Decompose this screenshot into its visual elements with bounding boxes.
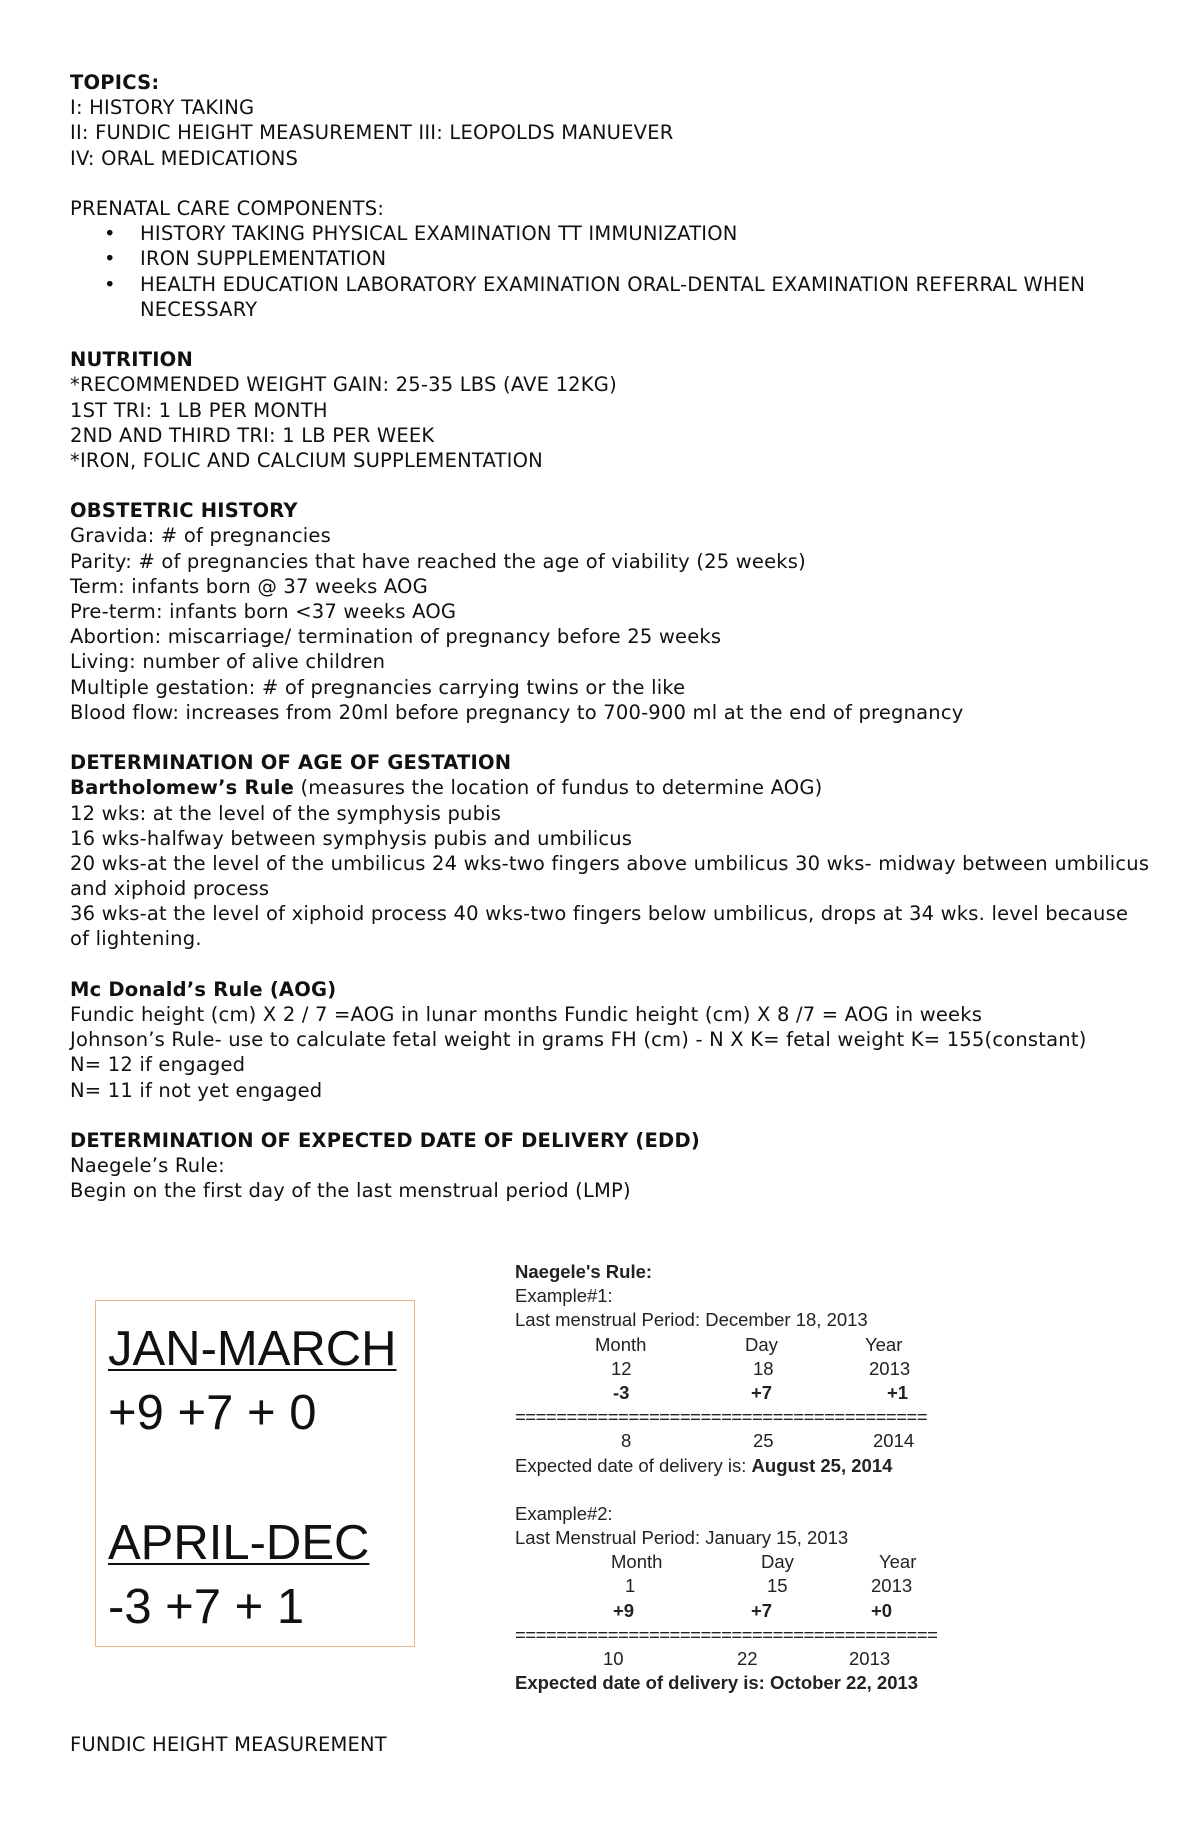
prenatal-heading: PRENATAL CARE COMPONENTS: bbox=[70, 196, 385, 220]
nutrition-line: 1ST TRI: 1 LB PER MONTH bbox=[70, 398, 328, 422]
example-1-values bbox=[515, 1357, 1015, 1381]
year-header: Year bbox=[879, 1551, 917, 1573]
example-2-edd bbox=[515, 1671, 1015, 1695]
month-header: Month bbox=[611, 1551, 663, 1573]
day-adjust: +7 bbox=[751, 1599, 773, 1621]
day-value: 18 bbox=[753, 1357, 774, 1379]
aog-line: 20 wks-at the level of the umbilicus 24 wks-two fingers above umbilicus 30 wks- midway between umbilicus and xiphoid process bbox=[70, 851, 1150, 901]
example-2-header bbox=[515, 1550, 1015, 1574]
year-result: 2013 bbox=[849, 1648, 891, 1669]
month-adjust: -3 bbox=[613, 1381, 630, 1403]
mcdonald-line: Fundic height (cm) X 2 / 7 =AOG in lunar months Fundic height (cm) X 8 /7 = AOG in weeks bbox=[70, 1003, 983, 1027]
example-2-values bbox=[515, 1574, 1015, 1598]
bartholomew-rule bbox=[70, 775, 1150, 800]
year-adjust: +0 bbox=[871, 1599, 893, 1621]
day-result: 22 bbox=[737, 1648, 758, 1669]
naegele-formula-box bbox=[95, 1300, 415, 1647]
year-value: 2013 bbox=[871, 1575, 913, 1597]
example-2-label: Example#2: bbox=[515, 1502, 613, 1524]
jan-march-formula: +9 +7 + 0 bbox=[108, 1386, 317, 1440]
examples-heading: Naegele's Rule: bbox=[515, 1261, 653, 1282]
mcdonald-heading: Mc Donald’s Rule (AOG) bbox=[70, 977, 337, 1001]
aog-line: 16 wks-halfway between symphysis pubis and umbilicus bbox=[70, 826, 633, 850]
example-1-edd bbox=[515, 1454, 1015, 1478]
year-value: 2013 bbox=[869, 1357, 911, 1379]
example-1-result bbox=[515, 1429, 1015, 1453]
topics-heading: TOPICS: bbox=[70, 71, 160, 94]
year-header: Year bbox=[865, 1333, 903, 1355]
april-dec-title: APRIL-DEC bbox=[108, 1516, 370, 1570]
example-1-lmp: Last menstrual Period: December 18, 2013 bbox=[515, 1309, 868, 1331]
bartholomew-rule-desc: (measures the location of fundus to determine AOG) bbox=[294, 776, 823, 800]
edd-heading: DETERMINATION OF EXPECTED DATE OF DELIVERY (EDD) bbox=[70, 1129, 700, 1153]
year-adjust: +1 bbox=[887, 1381, 909, 1403]
nutrition-line: *IRON, FOLIC AND CALCIUM SUPPLEMENTATION bbox=[70, 448, 543, 472]
month-header: Month bbox=[595, 1333, 647, 1355]
month-value: 12 bbox=[611, 1357, 632, 1379]
year-result: 2014 bbox=[873, 1430, 915, 1452]
document-body bbox=[70, 70, 1150, 1204]
example-2-adjust bbox=[515, 1599, 1015, 1623]
prenatal-bullet: • HISTORY TAKING PHYSICAL EXAMINATION TT IMMUNIZATION bbox=[140, 221, 1150, 246]
edd-label: Expected date of delivery is: bbox=[515, 1672, 770, 1694]
nutrition-line: *RECOMMENDED WEIGHT GAIN: 25-35 LBS (AVE 12KG) bbox=[70, 373, 617, 397]
example-1-label: Example#1: bbox=[515, 1285, 613, 1307]
aog-line: 36 wks-at the level of xiphoid process 40 wks-two fingers below umbilicus, drops at 34 wks. level because of lightening. bbox=[70, 902, 1129, 951]
example-1-adjust bbox=[515, 1381, 1015, 1405]
example-1-separator: ======================================== bbox=[515, 1406, 928, 1428]
example-2-separator: ========================================= bbox=[515, 1623, 938, 1645]
obstetric-line: Abortion: miscarriage/ termination of pregnancy before 25 weeks bbox=[70, 625, 722, 649]
naegele-examples bbox=[515, 1260, 1015, 1695]
prenatal-bullet: • HEALTH EDUCATION LABORATORY EXAMINATION ORAL-DENTAL EXAMINATION REFERRAL WHEN NECESSARY bbox=[140, 272, 1150, 322]
jan-march-title: JAN-MARCH bbox=[108, 1322, 397, 1376]
example-2-lmp: Last Menstrual Period: January 15, 2013 bbox=[515, 1527, 849, 1549]
edd-line: Begin on the first day of the last menstrual period (LMP) bbox=[70, 1179, 631, 1203]
april-dec-formula: -3 +7 + 1 bbox=[108, 1580, 305, 1634]
obstetric-line: Blood flow: increases from 20ml before pregnancy to 700-900 ml at the end of pregnancy bbox=[70, 700, 964, 724]
topics-line: IV: ORAL MEDICATIONS bbox=[70, 146, 299, 170]
obstetric-line: Multiple gestation: # of pregnancies carrying twins or the like bbox=[70, 675, 686, 699]
example-1-header bbox=[515, 1333, 1015, 1357]
mcdonald-line: Johnson’s Rule- use to calculate fetal weight in grams FH (cm) - N X K= fetal weight K= 155(constant) bbox=[70, 1028, 1087, 1052]
nutrition-line: 2ND AND THIRD TRI: 1 LB PER WEEK bbox=[70, 423, 435, 447]
edd-label: Expected date of delivery is: bbox=[515, 1454, 752, 1476]
edd-value: October 22, 2013 bbox=[769, 1672, 919, 1694]
example-2-result bbox=[515, 1647, 1015, 1671]
topics-line: II: FUNDIC HEIGHT MEASUREMENT III: LEOPOLDS MANUEVER bbox=[70, 121, 674, 145]
obstetric-line: Gravida: # of pregnancies bbox=[70, 524, 331, 548]
month-result: 8 bbox=[621, 1430, 632, 1452]
fundic-height-heading: FUNDIC HEIGHT MEASUREMENT bbox=[70, 1733, 387, 1756]
month-value: 1 bbox=[625, 1575, 636, 1597]
edd-value: August 25, 2014 bbox=[751, 1454, 893, 1476]
obstetric-heading: OBSTETRIC HISTORY bbox=[70, 499, 298, 523]
day-value: 15 bbox=[767, 1575, 788, 1597]
nutrition-heading: NUTRITION bbox=[70, 348, 193, 372]
month-adjust: +9 bbox=[613, 1599, 635, 1621]
day-header: Day bbox=[761, 1551, 794, 1573]
day-header: Day bbox=[745, 1333, 778, 1355]
obstetric-line: Parity: # of pregnancies that have reached the age of viability (25 weeks) bbox=[70, 549, 806, 573]
month-result: 10 bbox=[603, 1648, 624, 1669]
day-adjust: +7 bbox=[751, 1381, 773, 1403]
obstetric-line: Living: number of alive children bbox=[70, 650, 386, 674]
mcdonald-line: N= 12 if engaged bbox=[70, 1053, 246, 1077]
obstetric-line: Pre-term: infants born <37 weeks AOG bbox=[70, 600, 457, 623]
topics-line: I: HISTORY TAKING bbox=[70, 96, 255, 120]
obstetric-line: Term: infants born @ 37 weeks AOG bbox=[70, 574, 428, 598]
day-result: 25 bbox=[753, 1430, 774, 1452]
mcdonald-line: N= 11 if not yet engaged bbox=[70, 1078, 323, 1102]
aog-line: 12 wks: at the level of the symphysis pubis bbox=[70, 801, 502, 825]
prenatal-bullet: • IRON SUPPLEMENTATION bbox=[140, 246, 1150, 271]
aog-heading: DETERMINATION OF AGE OF GESTATION bbox=[70, 751, 512, 775]
bartholomew-rule-name: Bartholomew’s Rule bbox=[70, 776, 295, 800]
edd-line: Naegele’s Rule: bbox=[70, 1154, 225, 1178]
prenatal-list bbox=[70, 221, 1150, 322]
